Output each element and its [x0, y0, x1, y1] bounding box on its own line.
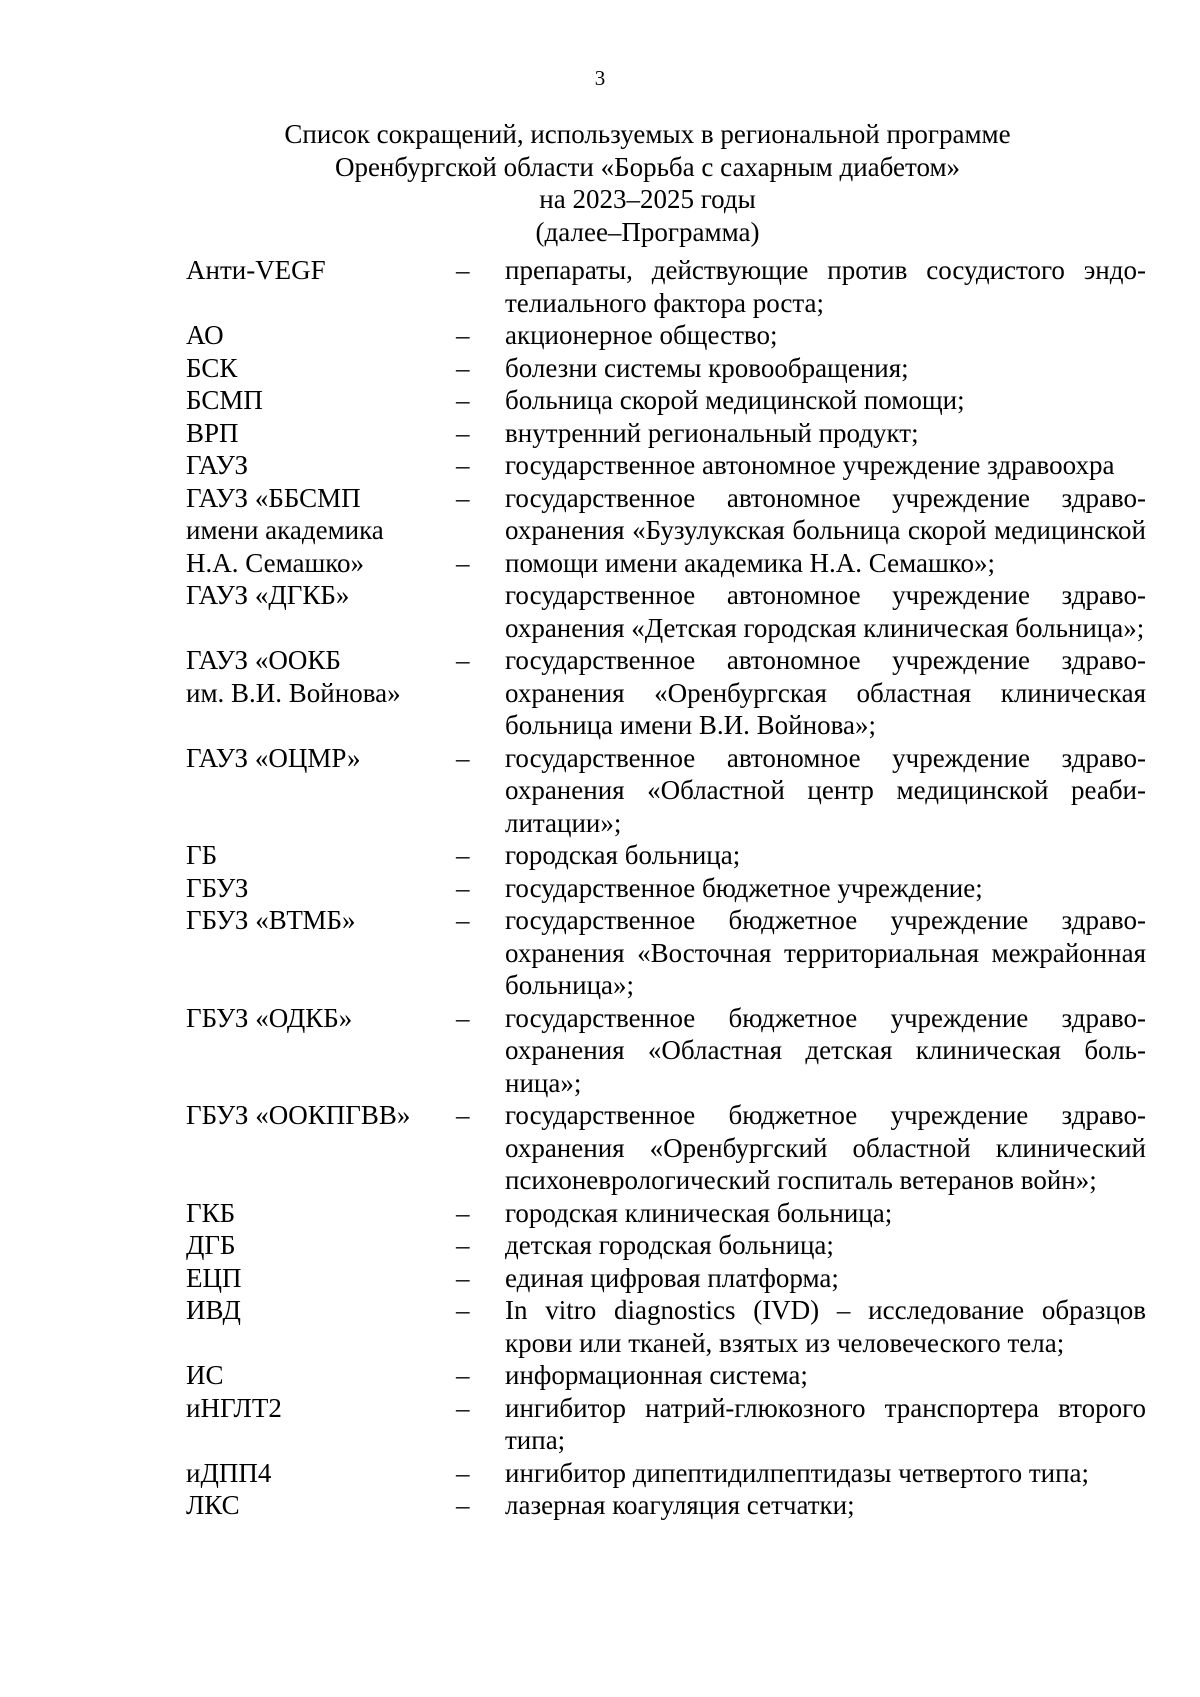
- abbreviation-row: [186, 644, 1146, 742]
- abbreviation-row: [186, 449, 1146, 482]
- abbreviation-row: [186, 1294, 1146, 1359]
- abbreviation-term: ВРП: [186, 417, 239, 448]
- dash-separator: –: [456, 1490, 470, 1520]
- abbreviation-term: ГБУЗ «ВТМБ»: [186, 905, 356, 935]
- abbreviation-row: [186, 1392, 1146, 1457]
- dash-separator: –: [456, 1457, 470, 1488]
- abbreviation-term: ГАУЗ «ОЦМР»: [186, 742, 361, 773]
- abbreviation-term-line: Н.А. Семашко»: [186, 547, 364, 578]
- abbreviation-term: ЕЦП: [186, 1262, 242, 1293]
- abbreviation-term: ДГБ: [186, 1230, 236, 1260]
- dash-separator: –: [456, 255, 470, 285]
- abbreviation-definition: лазерная коагуляция сетчатки;: [505, 1490, 855, 1520]
- abbreviation-row: [186, 904, 1146, 1002]
- abbreviation-definition: государственное бюджетное учреждение здравоохранения «Областная детская клиническая больница»;: [505, 1002, 1146, 1098]
- abbreviation-term: ГБ: [186, 840, 218, 870]
- abbreviation-definition: городская клиническая больница;: [505, 1197, 893, 1228]
- abbreviation-row: [186, 254, 1146, 319]
- abbreviation-definition: государственное автономное учреждение здравоохранения «Областной центр медицинской реабилитации»;: [505, 742, 1146, 838]
- abbreviation-term: БСМП: [186, 385, 263, 415]
- dash-separator: –: [456, 1295, 470, 1325]
- abbreviation-definition: информационная система;: [505, 1360, 808, 1390]
- abbreviation-term: [186, 482, 456, 580]
- abbreviation-term: ГАУЗ: [186, 450, 249, 480]
- abbreviation-row: [186, 579, 1146, 644]
- title-line-2: Оренбургской области «Борьба с сахарным диабетом»: [334, 151, 961, 182]
- abbreviation-definition: ингибитор дипептидилпептидазы четвертого типа;: [505, 1457, 1090, 1488]
- abbreviation-term-line: ГАУЗ «ББСМП: [186, 482, 361, 513]
- dash-separator: –: [456, 1197, 470, 1228]
- abbreviation-term: АО: [186, 320, 224, 350]
- abbreviation-term: [186, 644, 456, 709]
- dash-separator: –: [456, 840, 470, 870]
- abbreviation-term-line: им. В.И. Войнова»: [186, 677, 401, 708]
- abbreviation-definition: детская городская больница;: [505, 1230, 834, 1260]
- abbreviation-row: [186, 1262, 1146, 1295]
- abbreviation-definition: акционерное общество;: [505, 320, 778, 350]
- dash-separator: –: [456, 872, 470, 903]
- dash-separator: –: [456, 742, 470, 773]
- dash-separator: –: [456, 1002, 470, 1033]
- abbreviation-row: [186, 1229, 1146, 1262]
- abbreviation-definition: государственное автономное учреждение здравоохранения «Бузулукская больница скорой медицинской помощи имени академика Н.А. Семашко»;: [505, 482, 1146, 578]
- abbreviation-term-line: имени академика: [186, 515, 384, 545]
- abbreviation-row: [186, 1099, 1146, 1197]
- abbreviation-list: [186, 254, 1146, 1522]
- abbreviation-row: [186, 872, 1146, 905]
- dash-separator: –: [456, 450, 470, 480]
- abbreviation-row: [186, 482, 1146, 580]
- dash-separator: –: [456, 417, 470, 448]
- abbreviation-row: [186, 1489, 1146, 1522]
- document-title: [150, 118, 1145, 248]
- abbreviation-term: ИВД: [186, 1295, 241, 1325]
- dash-separator: –: [456, 352, 470, 383]
- abbreviation-definition: государственное автономное учреждение здравоохранения «Детская городская клиническая больница»;: [505, 580, 1146, 643]
- dash-separator: –: [456, 547, 470, 578]
- abbreviation-definition: единая цифровая платформа;: [505, 1262, 839, 1293]
- title-line-3: на 2023–2025 годы: [539, 184, 756, 214]
- abbreviation-term-line: ГАУЗ «ООКБ: [186, 645, 341, 675]
- dash-separator: –: [456, 482, 470, 513]
- abbreviation-row: [186, 384, 1146, 417]
- abbreviation-definition: государственное бюджетное учреждение здравоохранения «Оренбургский областной клинический психоневрологический госпиталь ветеранов войн»;: [505, 1100, 1146, 1195]
- abbreviation-definition: препараты, действующие против сосудистого эндотелиального фактора роста;: [505, 255, 1146, 318]
- abbreviation-definition: болезни системы кровообращения;: [505, 352, 909, 383]
- dash-separator: –: [456, 1392, 470, 1423]
- abbreviation-term: иДПП4: [186, 1457, 272, 1488]
- abbreviation-term: ИС: [186, 1360, 224, 1390]
- page-number: 3: [594, 66, 606, 90]
- dash-separator: –: [456, 1262, 470, 1293]
- dash-separator: –: [456, 385, 470, 415]
- abbreviation-term: ГБУЗ «ОДКБ»: [186, 1002, 353, 1033]
- dash-separator: –: [456, 1230, 470, 1260]
- dash-separator: –: [456, 645, 470, 675]
- title-line-1: Список сокращений, используемых в региональной программе: [284, 119, 1011, 149]
- abbreviation-row: [186, 352, 1146, 385]
- abbreviation-term: БСК: [186, 352, 238, 383]
- abbreviation-row: [186, 742, 1146, 840]
- abbreviation-definition: государственное бюджетное учреждение;: [505, 872, 983, 903]
- abbreviation-term: ГБУЗ: [186, 872, 249, 903]
- abbreviation-row: [186, 1359, 1146, 1392]
- abbreviation-row: [186, 1457, 1146, 1490]
- abbreviation-definition: In vitro diagnostics (IVD) – исследование образцов крови или тканей, взятых из человеческого тела;: [505, 1295, 1146, 1358]
- abbreviation-term: ГАУЗ «ДГКБ»: [186, 580, 350, 610]
- dash-separator: –: [456, 1100, 470, 1130]
- abbreviation-definition: больница скорой медицинской помощи;: [505, 385, 965, 415]
- abbreviation-definition: государственное автономное учреждение здравоохранения «Оренбургская областная клиническая больница имени В.И. Войнова»;: [505, 645, 1146, 740]
- abbreviation-row: [186, 839, 1146, 872]
- abbreviation-row: [186, 319, 1146, 352]
- abbreviation-term: Анти-VEGF: [186, 255, 326, 285]
- abbreviation-row: [186, 1002, 1146, 1100]
- abbreviation-definition: государственное автономное учреждение здравоохра: [505, 450, 1115, 480]
- abbreviation-term: ЛКС: [186, 1490, 240, 1520]
- dash-separator: –: [456, 1360, 470, 1390]
- abbreviation-definition: ингибитор натрий-глюкозного транспортера второго типа;: [505, 1392, 1146, 1455]
- dash-separator: –: [456, 320, 470, 350]
- abbreviation-term: ГБУЗ «ООКПГВВ»: [186, 1100, 411, 1130]
- abbreviation-term: ГКБ: [186, 1197, 236, 1228]
- abbreviation-row: [186, 417, 1146, 450]
- abbreviation-term: иНГЛТ2: [186, 1392, 282, 1423]
- abbreviation-definition: государственное бюджетное учреждение здравоохранения «Восточная территориальная межрайонная больница»;: [505, 905, 1146, 1000]
- abbreviation-definition: внутренний региональный продукт;: [505, 417, 919, 448]
- title-line-4: (далее–Программа): [535, 216, 760, 247]
- dash-separator: –: [456, 905, 470, 935]
- abbreviation-row: [186, 1197, 1146, 1230]
- abbreviation-definition: городская больница;: [505, 840, 741, 870]
